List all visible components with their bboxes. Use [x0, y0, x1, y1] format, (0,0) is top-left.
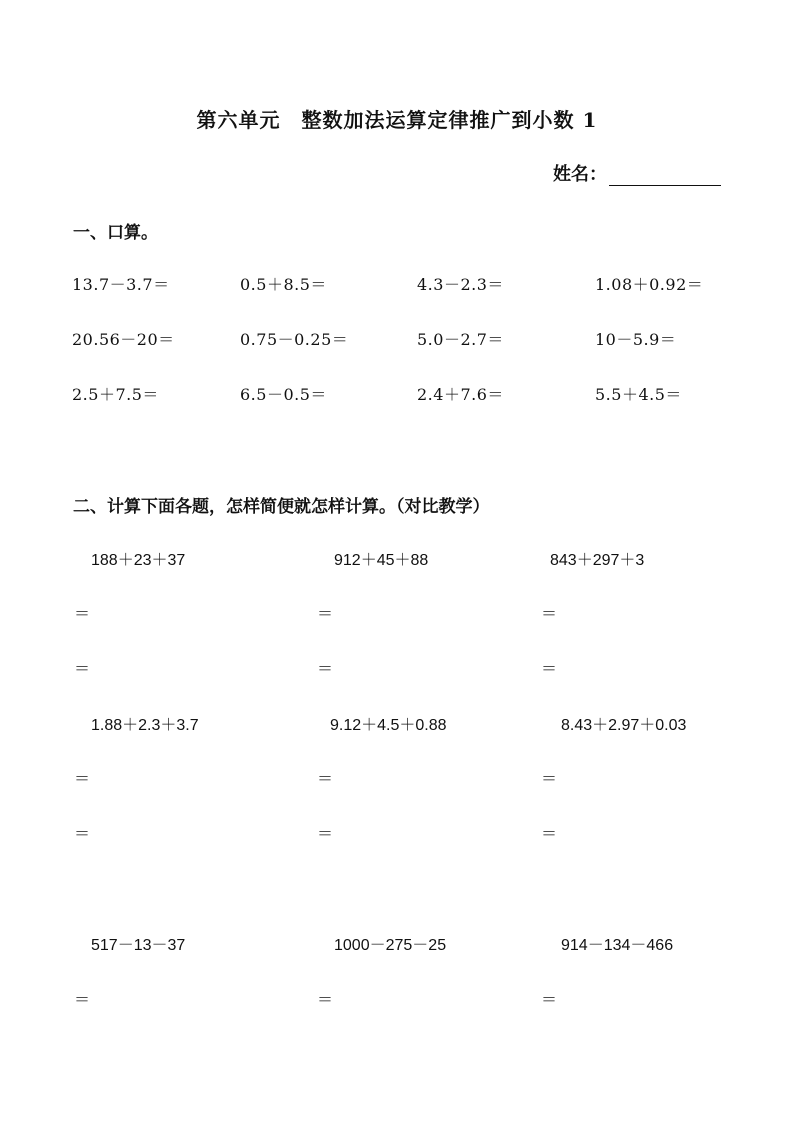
- page-title: 第六单元 整数加法运算定律推广到小数 1: [196, 108, 598, 132]
- equals-line: ＝: [74, 824, 91, 843]
- mental-problem: 4.3－2.3＝: [417, 275, 504, 294]
- equals-line: ＝: [541, 769, 558, 788]
- equals-line: ＝: [317, 990, 334, 1009]
- equals-line: ＝: [317, 824, 334, 843]
- mental-problem: 2.4＋7.6＝: [417, 385, 504, 404]
- calc-expression: 912＋45＋88: [334, 552, 429, 569]
- equals-line: ＝: [317, 604, 334, 623]
- equals-line: ＝: [74, 604, 91, 623]
- calc-expression: 914－134－466: [561, 937, 674, 954]
- calc-expression: 517－13－37: [91, 937, 186, 954]
- mental-problem: 0.75－0.25＝: [240, 330, 349, 349]
- equals-line: ＝: [541, 604, 558, 623]
- mental-problem: 10－5.9＝: [595, 330, 677, 349]
- equals-line: ＝: [74, 659, 91, 678]
- equals-line: ＝: [541, 990, 558, 1009]
- calc-expression: 188＋23＋37: [91, 552, 186, 569]
- name-blank-line[interactable]: [609, 165, 721, 186]
- equals-line: ＝: [317, 769, 334, 788]
- mental-problem: 2.5＋7.5＝: [72, 385, 159, 404]
- equals-line: ＝: [541, 824, 558, 843]
- equals-line: ＝: [541, 659, 558, 678]
- calc-expression: 1.88＋2.3＋3.7: [91, 717, 199, 734]
- mental-problem: 0.5＋8.5＝: [240, 275, 327, 294]
- calc-expression: 8.43＋2.97＋0.03: [561, 717, 687, 734]
- mental-problem: 1.08＋0.92＝: [595, 275, 704, 294]
- mental-problem: 5.0－2.7＝: [417, 330, 504, 349]
- equals-line: ＝: [74, 769, 91, 788]
- section1-heading: 一、口算。: [73, 223, 158, 243]
- mental-problem: 6.5－0.5＝: [240, 385, 327, 404]
- section2-heading: 二、计算下面各题，怎样简便就怎样计算。（对比教学）: [73, 497, 490, 517]
- equals-line: ＝: [317, 659, 334, 678]
- name-label: 姓名：: [553, 164, 607, 185]
- mental-problem: 20.56－20＝: [72, 330, 175, 349]
- mental-problem: 5.5＋4.5＝: [595, 385, 682, 404]
- name-field: [553, 160, 721, 186]
- equals-line: ＝: [74, 990, 91, 1009]
- calc-expression: 843＋297＋3: [550, 552, 645, 569]
- mental-problem: 13.7－3.7＝: [72, 275, 170, 294]
- calc-expression: 9.12＋4.5＋0.88: [330, 717, 447, 734]
- calc-expression: 1000－275－25: [334, 937, 447, 954]
